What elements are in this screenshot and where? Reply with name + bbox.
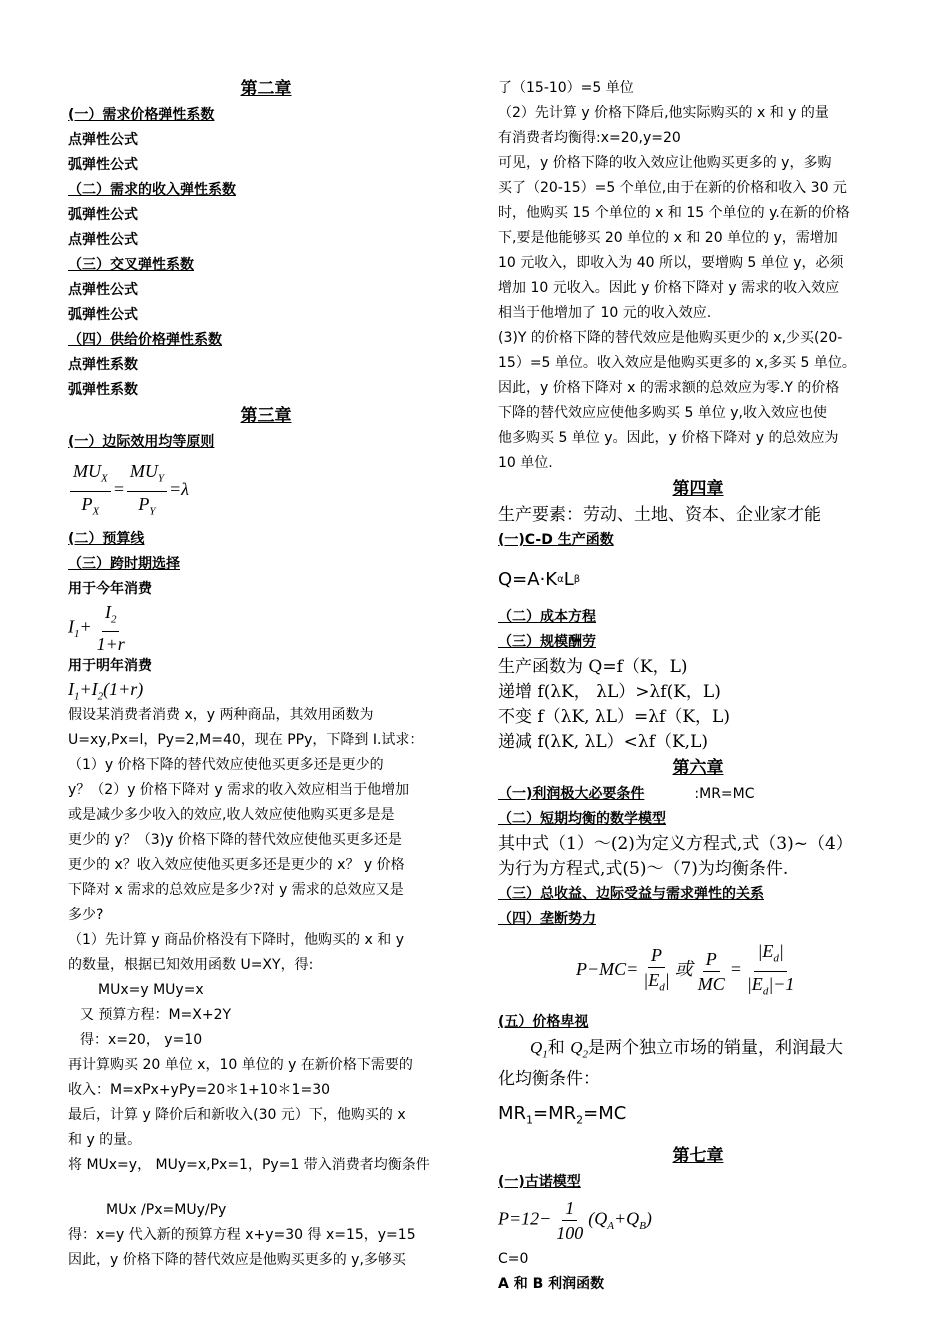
text-line: 因此，y 价格下降对 x 的需求额的总效应为零.Y 的价格 (498, 380, 840, 396)
heading-intertemporal: （三）跨时期选择 (68, 556, 180, 572)
heading-short-run-model: （二）短期均衡的数学模型 (498, 811, 666, 827)
text-line: 有消费者均衡得:x=20,y=20 (498, 130, 681, 146)
text-line: 收入：M=xPx+yPy=20＊1+10＊1=30 (68, 1082, 331, 1098)
text-line: 他多购买 5 单位 y。因此，y 价格下降对 y 的总效应为 (498, 430, 839, 446)
equilibrium-condition: MUx /Px=MUy/Py (106, 1202, 227, 1218)
text-line: U=xy,Px=l，Py=2,M=40，现在 PPy，下降到 I.试求： (68, 732, 424, 748)
monopoly-power-formula: P−MC= $\frac{P}{|E_d|}$ 或 $\frac{P}{MC}$ = $\frac{|E_d|}{|E_d|-1}$ (576, 940, 795, 998)
heading-profit-max: （一)利润极大必要条件 (498, 786, 645, 802)
text-line: 或是减少多少收入的效应,收人效应使他购买更多是是 (68, 807, 395, 823)
heading-budget-line: (二）预算线 (68, 531, 145, 547)
text-line: 因此，y 价格下降的替代效应是他购买更多的 y,多够买 (68, 1252, 406, 1268)
cd-function-formula (498, 553, 898, 605)
production-factors: 生产要素：劳动、土地、资本、企业家才能 (498, 505, 821, 525)
chapter-2-title: 第二章 (240, 79, 292, 99)
arc-elasticity-coef: 弧弹性系数 (68, 382, 138, 398)
profit-functions-label: A 和 B 利润函数 (498, 1275, 605, 1292)
text-line: 最后，计算 y 降价后和新收入(30 元）下，他购买的 x (68, 1107, 406, 1123)
next-year-label: 用于明年消费 (68, 658, 152, 674)
chapter-3-title: 第三章 (240, 406, 292, 426)
equals-mc: =MC (583, 1103, 627, 1125)
text-line: 了（15-10）=5 单位 (498, 80, 634, 96)
discrimination-text-1: $Q_1$和 $Q_2$是两个独立市场的销量，利润最大 (530, 1038, 843, 1061)
problem-text (68, 703, 464, 978)
text-line: 更少的 x？收入效应使他买更多还是更少的 x？ y 价格 (68, 857, 405, 873)
arc-elasticity-formula-2: 弧弹性公式 (68, 207, 138, 223)
text-line: 的数量，根据已知效用函数 U=XY，得: (68, 957, 314, 973)
text-line: 下,要是他能够买 20 单位的 x 和 20 单位的 y，需增加 (498, 230, 838, 246)
heading-monopoly-power: （四）垄断势力 (498, 911, 596, 927)
left-column (68, 76, 464, 1273)
text-line: 增加 10 元收入。因此 y 价格下降对 y 需求的收入效应 (498, 280, 840, 296)
continued-text (498, 76, 898, 476)
heading-cd-function: (一)C-D 生产函数 (498, 532, 614, 548)
text-line: 将 MUx=y， MUy=x,Px=1，Py=1 带入消费者均衡条件 (68, 1157, 430, 1173)
chapter-4-title: 第四章 (672, 479, 724, 499)
arc-elasticity-formula: 弧弹性公式 (68, 157, 138, 173)
result-1: 得：x=20， y=10 (80, 1032, 203, 1048)
this-year-formula: $I_1+$ $\frac{I_2}{1+r}$ (68, 601, 125, 655)
marginal-utility: MUx=y MUy=x (98, 982, 204, 998)
text-line: 15）=5 单位。收入效应是他购买更多的 x,多买 5 单位。 (498, 355, 856, 371)
cd-formula-base: Q=A·K (498, 568, 558, 590)
this-year-label: 用于今年消费 (68, 581, 152, 597)
text-line: 和 y 的量。 (68, 1132, 142, 1148)
equal-marginal-equation: $\frac{MU_X}{P_X}$ = $\frac{MU_Y}{P_Y}$ =λ (68, 455, 464, 527)
heading-price-discrimination: (五）价格卑视 (498, 1014, 589, 1030)
and-word: 和 (547, 1038, 565, 1058)
alpha-exponent: α (557, 573, 564, 585)
text-line: 时，他购买 15 个单位的 x 和 15 个单位的 y.在新的价格 (498, 205, 850, 221)
mr-label: MR (498, 1103, 527, 1125)
text-line: 10 元收入，即收入为 40 所以，要增购 5 单位 y，必须 (498, 255, 844, 271)
discrimination-text: 是两个独立市场的销量，利润最大 (587, 1038, 843, 1058)
production-function: 生产函数为 Q=f（K，L) (498, 657, 688, 677)
increasing-returns: 递增 f(λK， λL）>λf(K，L) (498, 682, 721, 702)
text-line: y？（2）y 价格下降对 y 需求的收入效应相当于他增加 (68, 782, 410, 798)
text-line: 相当于他增加了 10 元的收入效应. (498, 305, 712, 321)
heading-returns-to-scale: （三）规模酬劳 (498, 634, 596, 650)
profit-max-line (498, 782, 898, 807)
text-line: (3)Y 的价格下降的替代效应是他购买更少的 x,少买(20- (498, 330, 843, 346)
mr-equals-mc: :MR=MC (694, 786, 755, 802)
cournot-demand-formula: P=12− $\frac{1}{100}$ $(Q_A+Q_B)$ (498, 1198, 652, 1244)
model-description-1: 其中式（1）～(2)为定义方程式,式（3)~（4） (498, 834, 853, 854)
decreasing-returns: 递减 f(λK, λL）<λf（K,L) (498, 732, 709, 752)
solution-text-2 (68, 1223, 464, 1273)
text-line: 10 单位. (498, 455, 553, 471)
heading-price-elasticity: (一）需求价格弹性系数 (68, 107, 215, 123)
right-column (498, 76, 898, 1297)
heading-income-elasticity: （二）需求的收入弹性系数 (68, 182, 236, 198)
point-elasticity-formula-3: 点弹性公式 (68, 282, 138, 298)
mr-condition: $MR_1=MR_2=MC$ (498, 1103, 627, 1127)
heading-revenue-elasticity: （三）总收益、边际受益与需求弹性的关系 (498, 886, 764, 902)
cost-zero: C=0 (498, 1250, 529, 1267)
text-line: （2）先计算 y 价格下降后,他实际购买的 x 和 y 的量 (498, 105, 829, 121)
text-line: 买了（20-15）=5 个单位,由于在新的价格和收入 30 元 (498, 180, 847, 196)
heading-cournot: (一)古诺模型 (498, 1173, 581, 1190)
point-elasticity-formula-2: 点弹性公式 (68, 232, 138, 248)
budget-equation: 又 预算方程：M=X+2Y (80, 1007, 232, 1023)
chapter-7-title: 第七章 (672, 1145, 724, 1166)
text-line: 下降的替代效应应使他多购买 5 单位 y,收入效应也使 (498, 405, 827, 421)
cd-formula-l: L (563, 568, 574, 590)
next-year-formula: $I_1+I_2(1+r)$ (68, 679, 144, 703)
heading-cost-equation: （二）成本方程 (498, 609, 596, 625)
arc-elasticity-formula-3: 弧弹性公式 (68, 307, 138, 323)
text-line: 可见，y 价格下降的收入效应让他购买更多的 y，多购 (498, 155, 832, 171)
mr-equals: =MR (533, 1103, 577, 1125)
point-elasticity-coef: 点弹性系数 (68, 357, 138, 373)
solution-text (68, 1053, 464, 1178)
text-line: 下降对 x 需求的总效应是多少?对 y 需求的总效应又是 (68, 882, 404, 898)
heading-cross-elasticity: （三）交叉弹性系数 (68, 257, 194, 273)
text-line: 得：x=y 代入新的预算方程 x+y=30 得 x=15，y=15 (68, 1227, 416, 1243)
discrimination-text-2: 化均衡条件： (498, 1069, 600, 1090)
point-elasticity-formula: 点弹性公式 (68, 132, 138, 148)
constant-returns: 不变 f（λK, λL）=λf（K，L) (498, 707, 730, 727)
beta-exponent: β (573, 573, 581, 585)
text-line: 多少? (68, 907, 104, 923)
heading-equal-marginal: (一）边际效用均等原则 (68, 434, 215, 450)
heading-supply-elasticity: （四）供给价格弹性系数 (68, 332, 222, 348)
text-line: （1）先计算 y 商品价格没有下降时，他购买的 x 和 y (68, 932, 405, 948)
text-line: 再计算购买 20 单位 x，10 单位的 y 在新价格下需要的 (68, 1057, 413, 1073)
text-line: （1）y 价格下降的替代效应使他买更多还是更少的 (68, 757, 384, 773)
chapter-6-title: 第六章 (672, 758, 724, 778)
model-description-2: 为行为方程式,式(5)～（7)为均衡条件. (498, 859, 789, 879)
text-line: 更少的 y？（3)y 价格下降的替代效应使他买更多还是 (68, 832, 402, 848)
text-line: 假设某消费者消费 x，y 两种商品，其效用函数为 (68, 707, 374, 723)
